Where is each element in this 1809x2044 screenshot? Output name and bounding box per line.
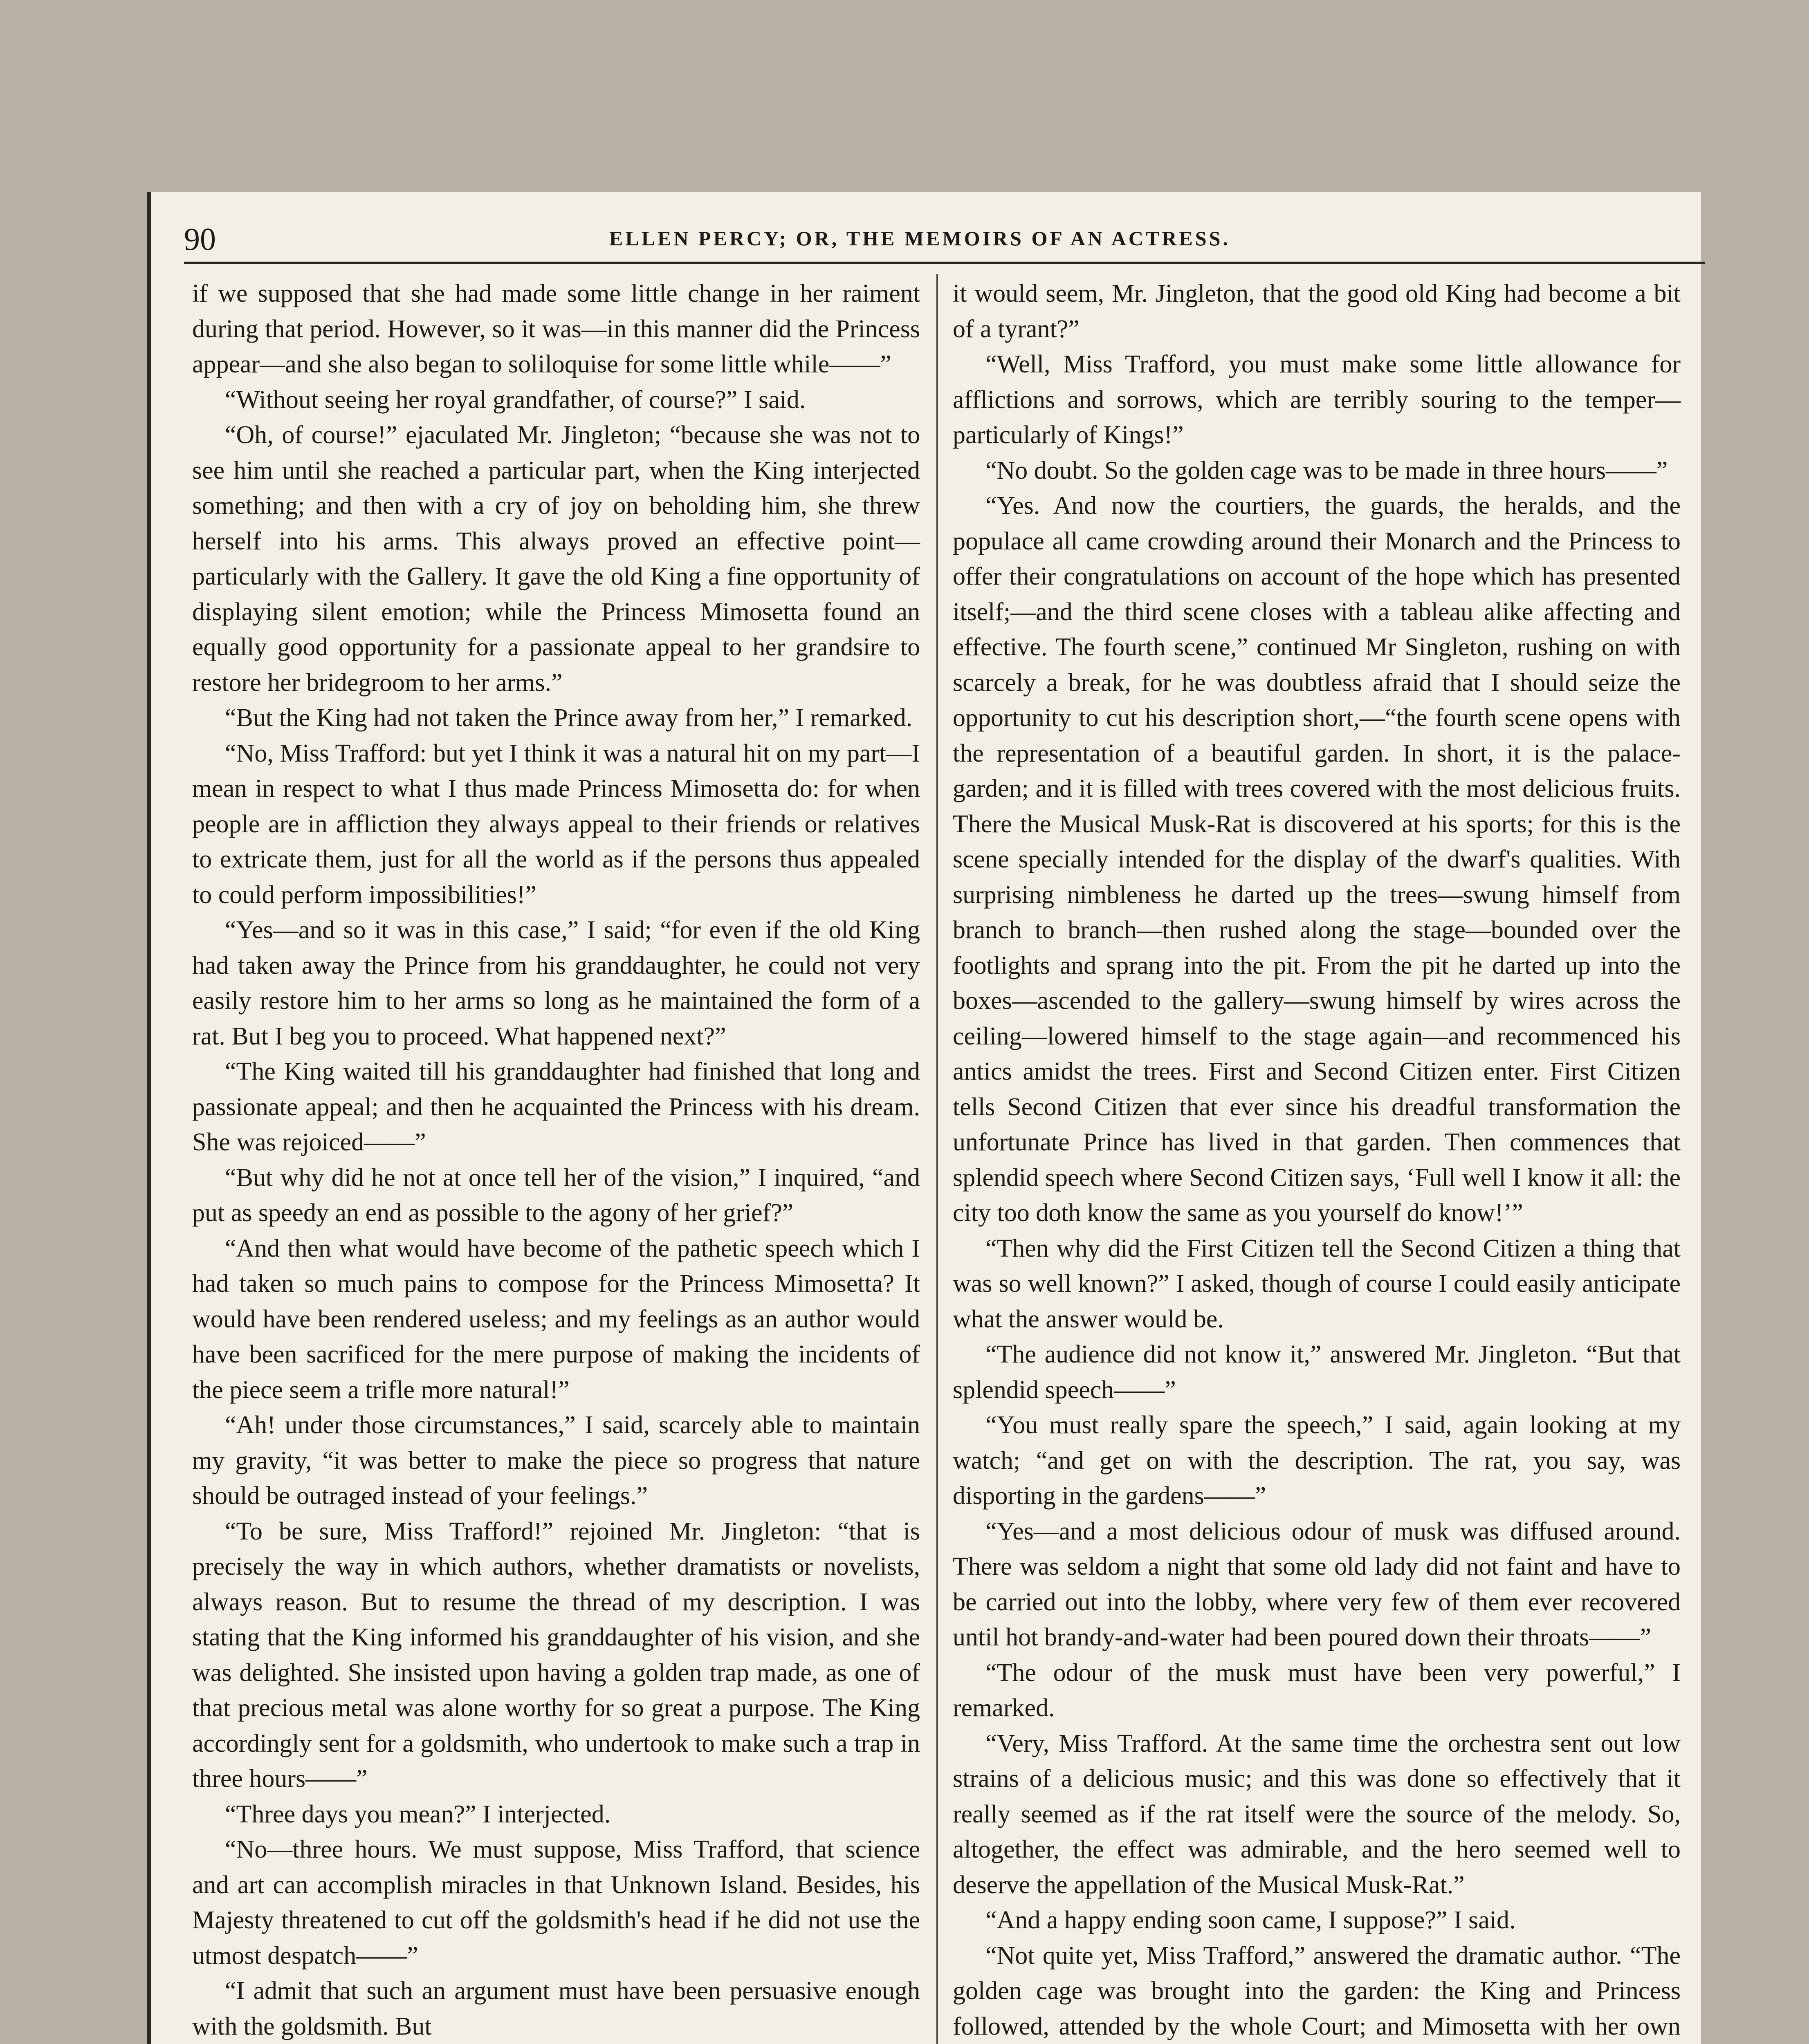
paragraph: if we supposed that she had made some little change in her raiment during that period. However, so it was—in this manner did the Princess appear—and she also began to soliloquise for some little while——” (192, 280, 920, 378)
paragraph: “No, Miss Trafford: but yet I think it was a natural hit on my part—I mean in respect to what I thus made Princess Mimosetta do: for when people are in affliction they always appeal to their friends or relatives to extricate them, just for all the world as if the persons thus appealed to could perform impossibilities!” (192, 739, 920, 909)
paragraph: “Then why did the First Citizen tell the Second Citizen a thing that was so well known?” I asked, though of course I could easily anticipate what the answer would be. (953, 1234, 1681, 1333)
paragraph: “Three days you mean?” I interjected. (225, 1800, 611, 1828)
paragraph: “But why did he not at once tell her of the vision,” I inquired, “and put as speedy an end as possible to the agony of her grief?” (192, 1163, 920, 1227)
paragraph: “You must really spare the speech,” I said, again looking at my watch; “and get on with the description. The rat, you say, was disporting in the gardens——” (953, 1411, 1681, 1510)
book-page (147, 192, 1701, 2044)
paragraph: “The King waited till his granddaughter had finished that long and passionate appeal; and then he acquainted the Princess with his dream. She was rejoiced——” (192, 1058, 920, 1156)
left-column (192, 276, 920, 2044)
column-divider (936, 274, 938, 2044)
paragraph: “The odour of the musk must have been very powerful,” I remarked. (953, 1659, 1681, 1722)
paragraph: “Yes. And now the courtiers, the guards, the heralds, and the populace all came crowding around their Monarch and the Princess to offer their congratulations on account of the hope which has presented itself;—and the third scene closes with a tableau alike affecting and effective. The fourth scene,” continued Mr Singleton, rushing on with scarcely a break, for he was doubtless afraid that I should seize the opportunity to cut his description short,—“the fourth scene opens with the representation of a beautiful garden. In short, it is the palace-garden; and it is filled with trees covered with the most delicious fruits. There the Musical Musk-Rat is discovered at his sports; for this is the scene specially intended for the display of the dwarf's qualities. With surprising nimbleness he darted up the trees—swung himself from branch to branch—then rushed along the stage—bounded over the footlights and sprang into the pit. From the pit he darted up into the boxes—ascended to the gallery—swung himself by wires across the ceiling—lowered himself to the stage again—and recommenced his antics amidst the trees. First and Second Citizen enter. First Citizen tells Second Citizen that ever since his dreadful transformation the unfortunate Prince has lived in that garden. Then commences that splendid speech where Second Citizen says, ‘Full well I know it all: the city too doth know the same as you yourself do know!’” (953, 492, 1681, 1227)
paragraph: it would seem, Mr. Jingleton, that the good old King had become a bit of a tyrant?” (953, 280, 1681, 343)
paragraph: “The audience did not know it,” answered Mr. Jingleton. “But that splendid speech——” (953, 1340, 1681, 1404)
page-header (184, 221, 1705, 264)
paragraph: “Oh, of course!” ejaculated Mr. Jingleton; “because she was not to see him until she reached a particular part, when the King interjected something; and then with a cry of joy on beholding him, she threw herself into his arms. This always proved an effective point—particularly with the Gallery. It gave the old King a fine opportunity of displaying silent emotion; while the Princess Mimosetta found an equally good opportunity for a passionate appeal to her grandsire to restore her bridegroom to her arms.” (192, 421, 920, 697)
paragraph: “Yes—and so it was in this case,” I said; “for even if the old King had taken away the Prince from his granddaughter, he could not very easily restore him to her arms so long as he maintained the form of a rat. But I beg you to proceed. What happened next?” (192, 916, 920, 1050)
paragraph: “And then what would have become of the pathetic speech which I had taken so much pains to compose for the Princess Mimosetta? It would have been rendered useless; and my feelings as an author would have been sacrificed for the mere purpose of making the incidents of the piece seem a trifle more natural!” (192, 1234, 920, 1404)
paragraph: “Well, Miss Trafford, you must make some little allowance for afflictions and sorrows, which are terribly souring to the temper—particularly of Kings!” (953, 350, 1681, 449)
paragraph: “But the King had not taken the Prince away from her,” I remarked. (225, 704, 913, 732)
running-title: ELLEN PERCY; OR, THE MEMOIRS OF AN ACTRESS. (609, 227, 1230, 250)
paragraph: “To be sure, Miss Trafford!” rejoined Mr. Jingleton: “that is precisely the way in which authors, whether dramatists or novelists, always reason. But to resume the thread of my description. I was stating that the King informed his granddaughter of his vision, and she was delighted. She insisted upon having a golden trap made, as one of that precious metal was alone worthy for so great a purpose. The King accordingly sent for a goldsmith, who undertook to make such a trap in three hours——” (192, 1517, 920, 1793)
page-number: 90 (184, 221, 216, 257)
right-column (953, 276, 1681, 2044)
paragraph: “Yes—and a most delicious odour of musk was diffused around. There was seldom a night that some old lady did not faint and have to be carried out into the lobby, where very few of them ever recovered until hot brandy-and-water had been poured down their throats——” (953, 1517, 1681, 1651)
paragraph: “And a happy ending soon came, I suppose?” I said. (985, 1906, 1516, 1934)
paragraph: “Not quite yet, Miss Trafford,” answered the dramatic author. “The golden cage was brought into the garden: the King and Princess followed, attended by the whole Court; and Mimosetta with her own (953, 1941, 1681, 2040)
paragraph: “Without seeing her royal grandfather, of course?” I said. (225, 385, 806, 414)
paragraph: “No doubt. So the golden cage was to be made in three hours——” (985, 456, 1668, 484)
paragraph: “Ah! under those circumstances,” I said, scarcely able to maintain my gravity, “it was better to make the piece so progress that nature should be outraged instead of your feelings.” (192, 1411, 920, 1510)
paragraph: “Very, Miss Trafford. At the same time the orchestra sent out low strains of a delicious music; and this was done so effectively that it really seemed as if the rat itself were the source of the melody. So, altogether, the effect was admirable, and the hero seemed well to deserve the appellation of the Musical Musk-Rat.” (953, 1729, 1681, 1899)
paragraph: “I admit that such an argument must have been persuasive enough with the goldsmith. But (192, 1977, 920, 2040)
paragraph: “No—three hours. We must suppose, Miss Trafford, that science and art can accomplish miracles in that Unknown Island. Besides, his Majesty threatened to cut off the goldsmith's head if he did not use the utmost despatch——” (192, 1836, 920, 1970)
